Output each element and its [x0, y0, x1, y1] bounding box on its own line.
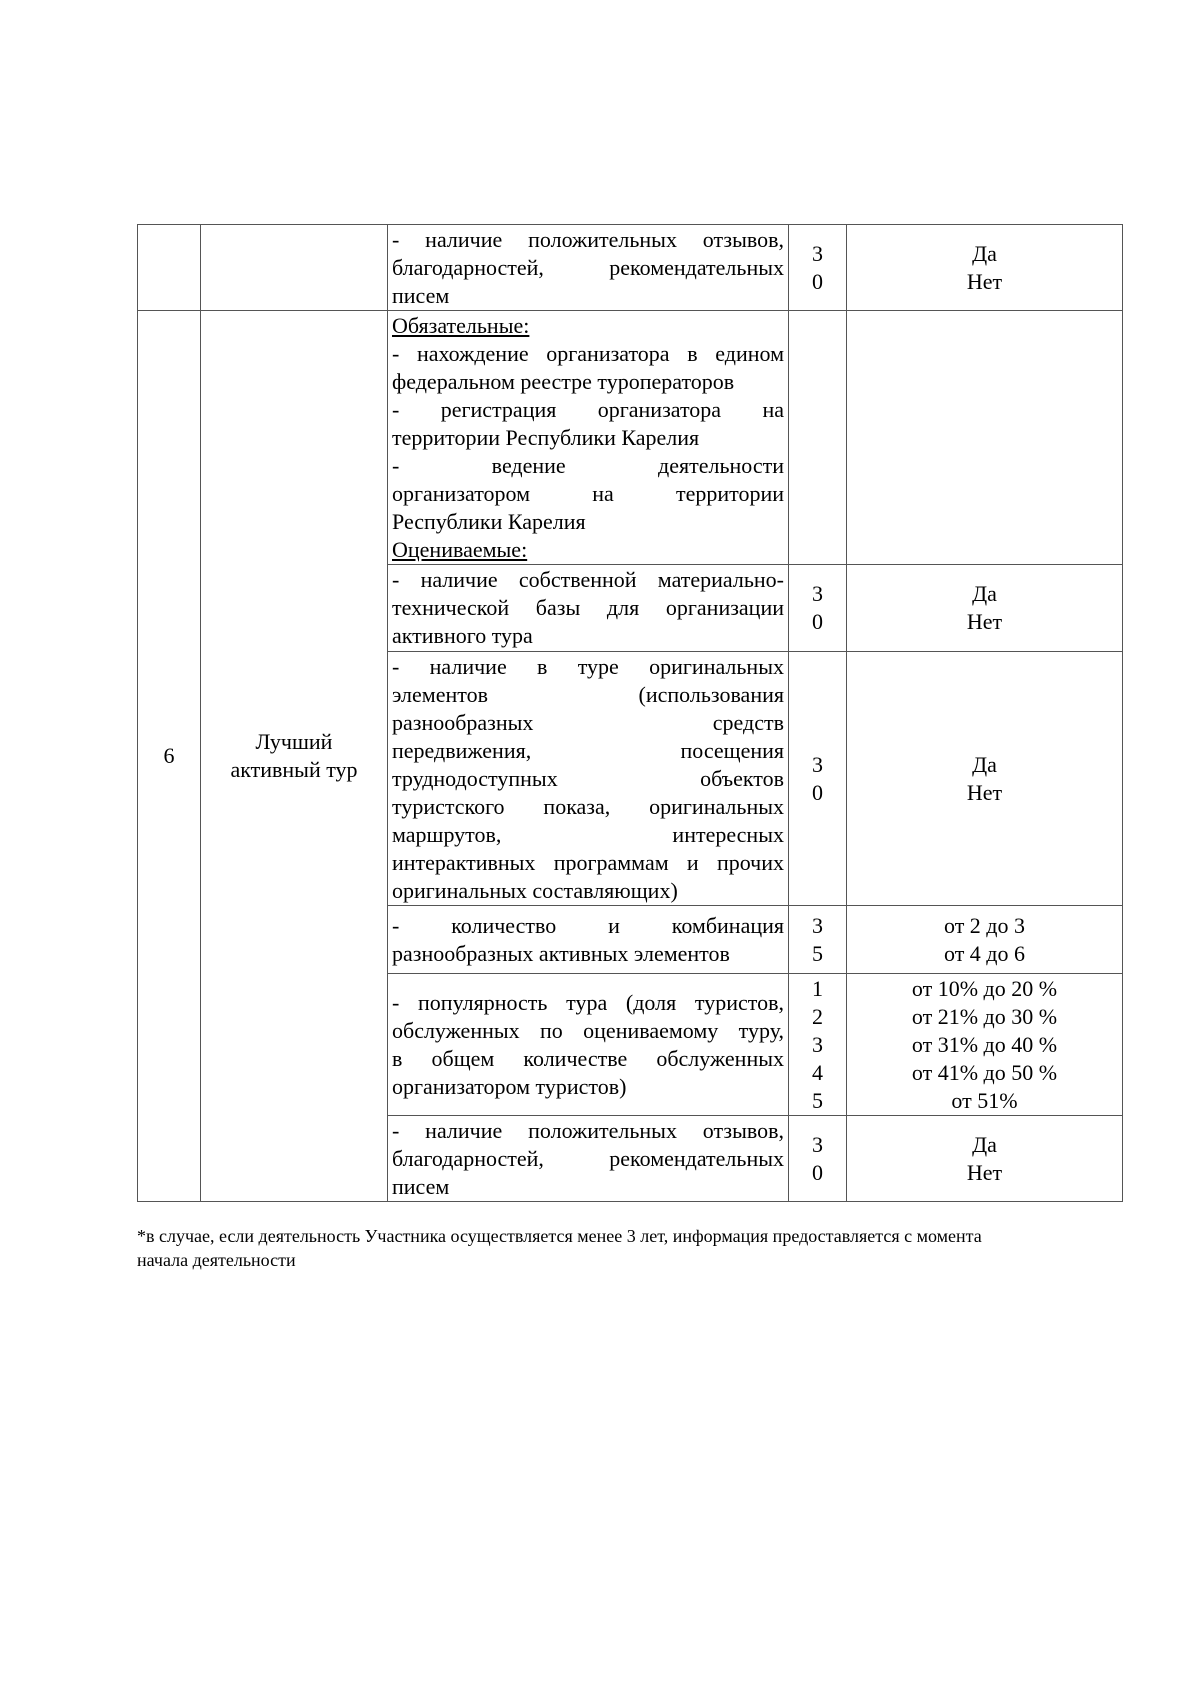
criterion-line: - ведение деятельности [392, 452, 784, 478]
criterion-line: федеральном реестре туроператоров [392, 368, 735, 394]
nomination-cell [201, 225, 388, 311]
points-cell [789, 565, 847, 652]
criterion-line: благодарностей, рекомендательных [392, 254, 784, 280]
criterion-cell [388, 565, 789, 652]
value-text: от 10% до 20 % [911, 975, 1058, 1001]
criterion-line: писем [392, 1173, 450, 1199]
table-row [138, 311, 1123, 565]
criterion-cell [388, 652, 789, 906]
criterion-line: - регистрация организатора на [392, 396, 784, 422]
value-cell [847, 906, 1123, 974]
criterion-cell [388, 906, 789, 974]
footnote-line: *в случае, если деятельность Участника осуществляется менее 3 лет, информация предоставляется с момента [137, 1226, 982, 1246]
nomination-title [201, 311, 388, 1202]
points-value: 5 [812, 940, 823, 966]
number-cell [138, 225, 201, 311]
criterion-line: Республики Карелия [392, 508, 586, 534]
value-text: от 2 до 3 [943, 912, 1026, 938]
assessed-heading: Оцениваемые: [392, 536, 528, 562]
criterion-line: благодарностей, рекомендательных [392, 1145, 784, 1171]
value-text: Нет [966, 1159, 1003, 1185]
value-cell [847, 225, 1123, 311]
criterion-line: писем [392, 282, 450, 308]
points-value: 1 [812, 975, 823, 1001]
criterion-line: элементов (использования [392, 681, 784, 707]
value-text: Нет [966, 609, 1003, 634]
points-value: 0 [812, 1159, 823, 1185]
value-text: от 4 до 6 [943, 940, 1026, 966]
points-value: 2 [812, 1003, 823, 1029]
criterion-line: - нахождение организатора в едином [392, 340, 784, 366]
points-value: 0 [812, 609, 823, 634]
points-cell [789, 311, 847, 565]
value-text: от 51% [951, 1087, 1018, 1113]
criterion-line: - количество и комбинация [392, 912, 784, 938]
points-value: 3 [812, 1031, 823, 1057]
points-cell [789, 652, 847, 906]
criterion-line: интерактивных программам и прочих [392, 849, 784, 875]
value-cell [847, 311, 1123, 565]
points-cell [789, 225, 847, 311]
value-cell [847, 974, 1123, 1116]
criterion-line: обслуженных по оцениваемому туру, [392, 1017, 784, 1043]
criterion-line: маршрутов, интересных [392, 821, 784, 847]
criterion-line: разнообразных средств [392, 709, 784, 735]
points-cell [789, 906, 847, 974]
criterion-line: - наличие в туре оригинальных [392, 653, 784, 679]
mandatory-criteria-cell [388, 311, 789, 565]
criterion-line: территории Республики Карелия [392, 424, 700, 450]
criterion-line: - наличие положительных отзывов, [392, 226, 784, 252]
criterion-line: туристского показа, оригинальных [392, 793, 784, 819]
criterion-line: труднодоступных объектов [392, 765, 784, 791]
criterion-line: - наличие собственной материально- [392, 567, 784, 592]
points-cell [789, 974, 847, 1116]
footnote [137, 1224, 1122, 1272]
criterion-line: организатором на территории [392, 480, 784, 506]
value-text: от 31% до 40 % [911, 1031, 1058, 1057]
criterion-line: активного тура [392, 623, 533, 648]
points-value: 0 [812, 268, 823, 294]
criteria-table [137, 224, 1123, 1202]
nomination-number: 6 [138, 311, 201, 1202]
points-value: 3 [812, 581, 823, 606]
points-value: 0 [812, 779, 823, 805]
value-text: от 21% до 30 % [911, 1003, 1058, 1029]
value-text: Нет [966, 268, 1003, 294]
criterion-line: технической базы для организации [392, 595, 784, 620]
value-text: Нет [966, 779, 1003, 805]
value-text: Да [972, 581, 997, 606]
criterion-line: передвижения, посещения [392, 737, 784, 763]
value-cell [847, 652, 1123, 906]
footnote-line: начала деятельности [137, 1250, 296, 1270]
criterion-cell [388, 974, 789, 1116]
value-text: Да [972, 240, 997, 266]
value-text: от 41% до 50 % [911, 1059, 1058, 1085]
points-value: 3 [812, 751, 823, 777]
value-text: Да [972, 1131, 997, 1157]
criterion-line: разнообразных активных элементов [392, 940, 730, 966]
criterion-line: организатором туристов) [392, 1073, 627, 1099]
criterion-cell [388, 225, 789, 311]
criterion-cell [388, 1116, 789, 1202]
points-cell [789, 1116, 847, 1202]
mandatory-heading: Обязательные: [392, 312, 530, 338]
points-value: 3 [812, 912, 823, 938]
criterion-line: - наличие положительных отзывов, [392, 1117, 784, 1143]
value-text: Да [972, 751, 997, 777]
table-row [138, 225, 1123, 311]
value-cell [847, 1116, 1123, 1202]
points-value: 3 [812, 1131, 823, 1157]
points-value: 4 [812, 1059, 823, 1085]
nomination-line: Лучший [255, 729, 333, 754]
criterion-line: в общем количестве обслуженных [392, 1045, 784, 1071]
points-value: 5 [812, 1087, 823, 1113]
criterion-line: - популярность тура (доля туристов, [392, 989, 784, 1015]
value-cell [847, 565, 1123, 652]
nomination-line: активный тур [230, 757, 358, 782]
criterion-line: оригинальных составляющих) [392, 877, 678, 903]
points-value: 3 [812, 240, 823, 266]
